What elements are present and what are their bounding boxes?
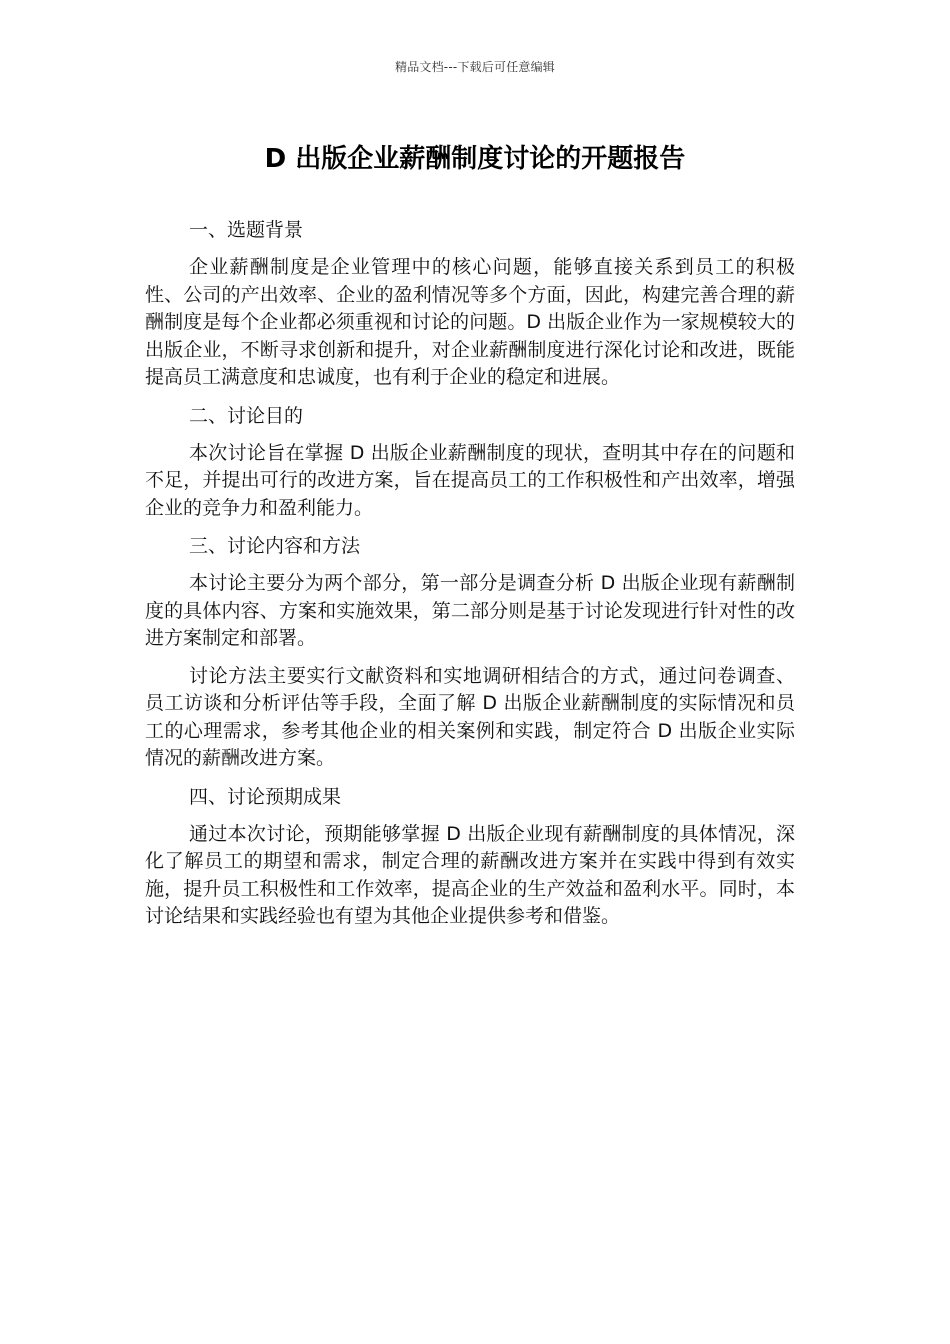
- section-purpose: [145, 402, 795, 523]
- section-background: [145, 216, 795, 392]
- section-content-methods: [145, 532, 795, 773]
- section-paragraph: 通过本次讨论，预期能够掌握 D 出版企业现有薪酬制度的具体情况，深化了解员工的期望和需求，制定合理的薪酬改进方案并在实践中得到有效实施，提升员工积极性和工作效率，提高企业的生产效益和盈利水平。同时，本讨论结果和实践经验也有望为其他企业提供参考和借鉴。: [145, 822, 795, 927]
- section-heading: 四、讨论预期成果: [189, 785, 342, 808]
- section-paragraph: 本讨论主要分为两个部分，第一部分是调查分析 D 出版企业现有薪酬制度的具体内容、方案和实施效果，第二部分则是基于讨论发现进行针对性的改进方案制定和部署。: [145, 572, 795, 649]
- section-expected-results: [145, 783, 795, 931]
- section-paragraph: 本次讨论旨在掌握 D 出版企业薪酬制度的现状，查明其中存在的问题和不足，并提出可行的改进方案，旨在提高员工的工作积极性和产出效率，增强企业的竞争力和盈利能力。: [145, 441, 795, 519]
- header-note: 精品文档---下载后可任意编辑: [395, 60, 555, 74]
- section-heading: 一、选题背景: [189, 219, 304, 241]
- document-title: D 出版企业薪酬制度讨论的开题报告: [264, 144, 686, 174]
- section-paragraph: 讨论方法主要实行文献资料和实地调研相结合的方式，通过问卷调查、员工访谈和分析评估等手段，全面了解 D 出版企业薪酬制度的实际情况和员工的心理需求，参考其他企业的相关案例和实践，制定符合 D 出版企业实际情况的薪酬改进方案。: [145, 664, 795, 769]
- section-paragraph: 企业薪酬制度是企业管理中的核心问题，能够直接关系到员工的积极性、公司的产出效率、企业的盈利情况等多个方面，因此，构建完善合理的薪酬制度是每个企业都必须重视和讨论的问题。D 出版企业作为一家规模较大的出版企业，不断寻求创新和提升，对企业薪酬制度进行深化讨论和改进，既能提高员工满意度和忠诚度，也有利于企业的稳定和进展。: [145, 256, 795, 388]
- document-body: [145, 216, 795, 941]
- section-heading: 三、讨论内容和方法: [189, 535, 361, 557]
- section-heading: 二、讨论目的: [189, 404, 304, 427]
